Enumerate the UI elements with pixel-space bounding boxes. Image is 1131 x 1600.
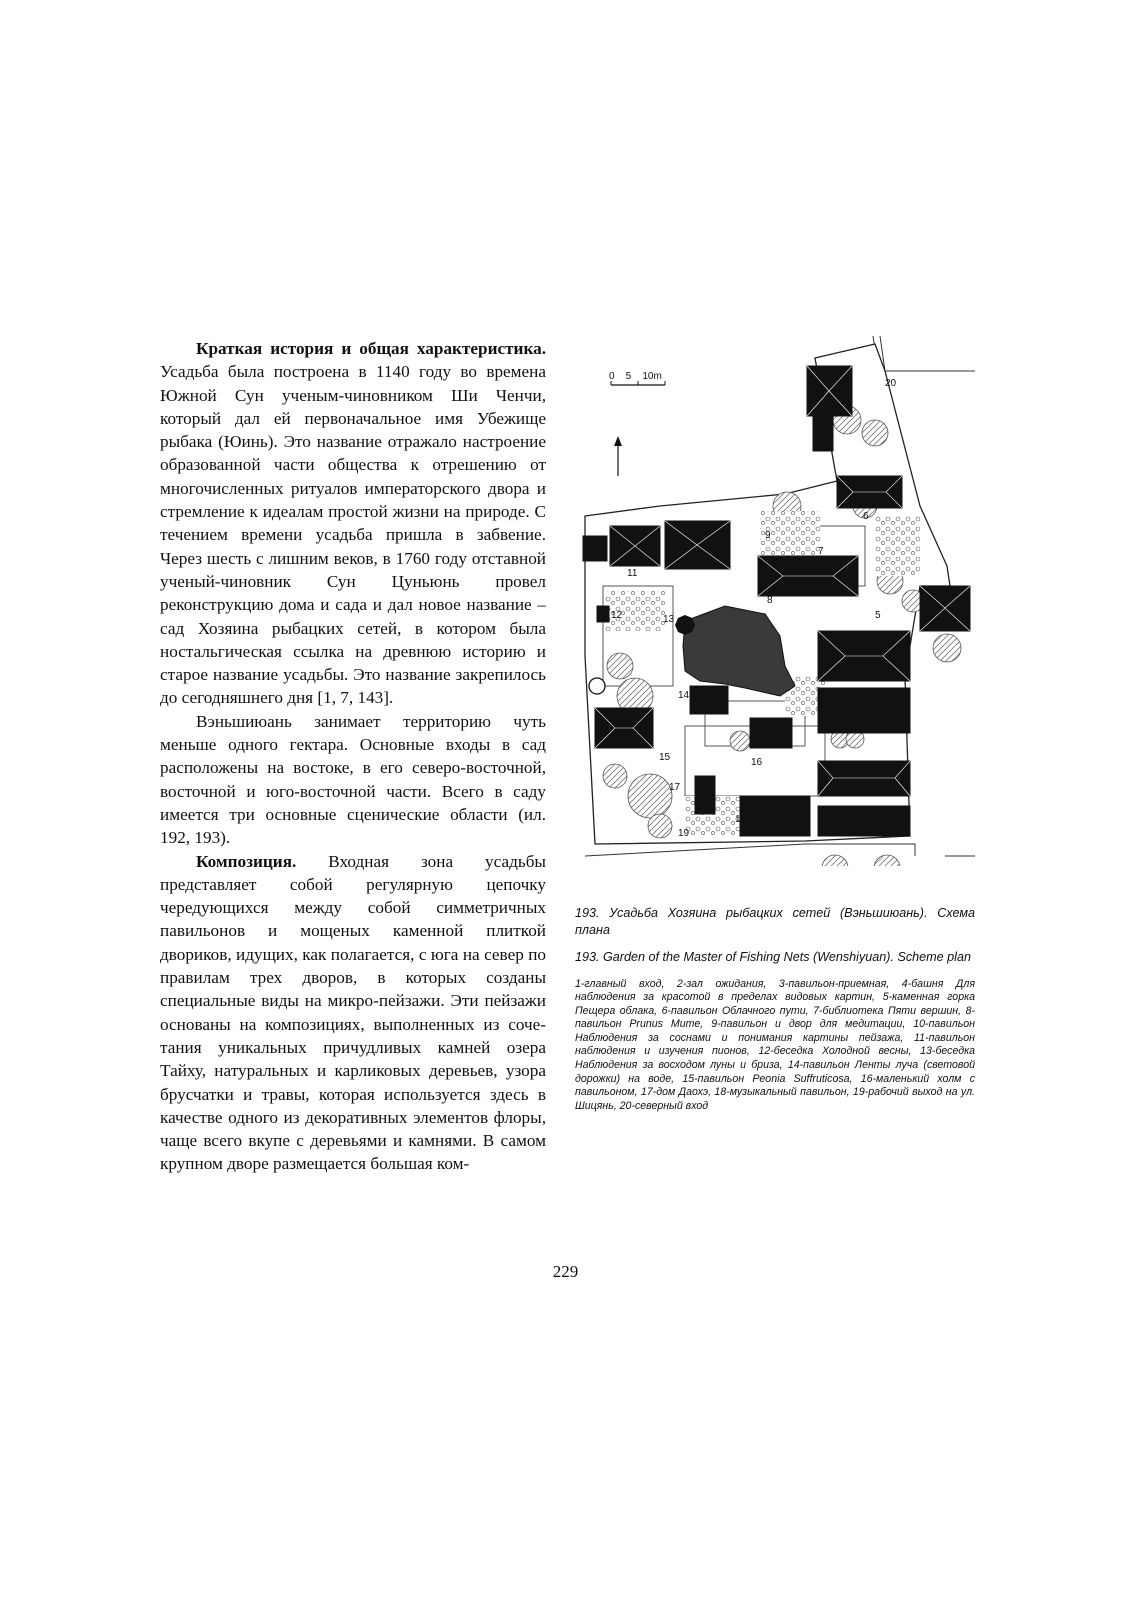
north-arrow xyxy=(614,436,622,476)
plan-label-4: 4 xyxy=(889,666,895,677)
text-history: Усадьба была построена в 1140 году во времена Южной Сун ученым-чиновником Ши Ченчи, который дал ей первоначальное имя Убежище рыбака (Юинь). Это название отражало настроение образованной части общества к отрешению от многочисленных ритуалов императорского двора и стремление к идеалам простой жизни на природе. С течением времени усадьба пришла в забвение. Через шесть с лишним веков, в 1760 году отставной ученый-чиновник Сун Цуньюнь провел реконструкцию дома и сада и дал новое название – сад Хозяина рыбацких сетей, в котором была ностальгическая ссылка на древнюю историю и старое название усадьбы. Это название закрепилось до сегодняшнего дня [1, 7, 143]. xyxy=(160,362,546,708)
paragraph-composition xyxy=(160,850,546,1176)
plan-label-8: 8 xyxy=(767,595,773,606)
body-text-column xyxy=(160,337,546,1176)
paragraph-territory: Вэньшиюань занимает территорию чуть меньше одного гектара. Основные входы в сад расположены на востоке, в его северо-восточной, восточной и юго-восточной части. Всего в саду имеется три основные сценические области (ил. 192, 193). xyxy=(160,711,546,848)
plan-label-3: 3 xyxy=(889,721,895,732)
plan-label-20: 20 xyxy=(885,378,897,389)
plan-label-16: 16 xyxy=(751,757,763,768)
plan-label-13: 13 xyxy=(663,614,675,625)
plan-label-18: 18 xyxy=(735,814,747,825)
plan-label-6: 6 xyxy=(863,511,869,522)
plan-label-9: 9 xyxy=(765,530,771,541)
page-number: 229 xyxy=(552,1262,579,1281)
paragraph-history xyxy=(160,337,546,710)
scale-label: 0 5 10m xyxy=(609,371,662,382)
figure-captions xyxy=(575,905,975,1113)
plan-label-2: 2 xyxy=(889,769,895,780)
scale-bar xyxy=(609,371,665,385)
plan-label-14: 14 xyxy=(678,690,690,701)
plan-label-17: 17 xyxy=(669,782,681,793)
heading-composition: Композиция. xyxy=(196,851,297,871)
plan-label-15: 15 xyxy=(659,752,671,763)
text-composition: Входная зона усадьбы представляет собой регулярную цепочку чередующихся между собой симметричных павильонов и мощеных каменной плиткой двориков, идущих, как полагается, с юга на север по правилам трех дворов, в которых созданы специальные виды на микро-пейзажи. Эти пейзажи основаны на композициях, выполненных из сочетания уникальных причудливых камней озера Тайху, натуральных и карликовых деревьев, узора брусчатки и травы, которая используется здесь в качестве одного из декоративных элементов флоры, чаще всего вкупе с деревьями и камнями. В самом крупном дворе размещается большая ком- xyxy=(160,851,546,1174)
heading-history: Краткая история и общая характеристика. xyxy=(196,339,546,358)
plan-label-1: 1 xyxy=(879,826,885,837)
caption-english: 193. Garden of the Master of Fishing Nets (Wenshiyuan). Scheme plan xyxy=(575,950,971,964)
entrance-gate xyxy=(848,828,878,834)
plan-legend: 1-главный вход, 2-зал ожидания, 3-павильон-приемная, 4-башня Для наблюдения за красотой в пределах видовых картин, 5-каменная горка Пещера облака, 6-павильон Облачного пути, 7-библиотека Пяти вершин, 8-павильон Prunus Mume, 9-павильон и двор для медитации, 10-павильон Наблюдения за соснами и понимания картины пейзажа, 11-павильон наблюдения и изучения пионов, 12-беседка Холодной весны, 13-беседка Наблюдения за восходом луны и бриза, 14-павильон Ленты луча (световой дорожки) на воде, 15-павильон Peonia Suffruticosa, 16-маленький холм с павильоном, 17-дом Даохэ, 18-музыкальный павильон, 19-рабочий выход на ул. Шицянь, 20-северный вход xyxy=(575,977,975,1112)
plan-label-7: 7 xyxy=(818,546,824,557)
plan-label-5: 5 xyxy=(875,610,881,621)
plan-label-11: 11 xyxy=(627,568,638,579)
garden-plan-figure xyxy=(575,336,975,866)
plan-label-12: 12 xyxy=(611,610,623,621)
garden-plan-drawing xyxy=(575,336,975,866)
pavilion-circle xyxy=(589,678,605,694)
caption-russian: 193. Усадьба Хозяина рыбацких сетей (Вэньшиюань). Схема плана xyxy=(575,906,975,937)
plan-label-19: 19 xyxy=(678,828,690,839)
plan-label-10: 10 xyxy=(705,561,717,572)
pavilion-octagon xyxy=(675,615,695,635)
